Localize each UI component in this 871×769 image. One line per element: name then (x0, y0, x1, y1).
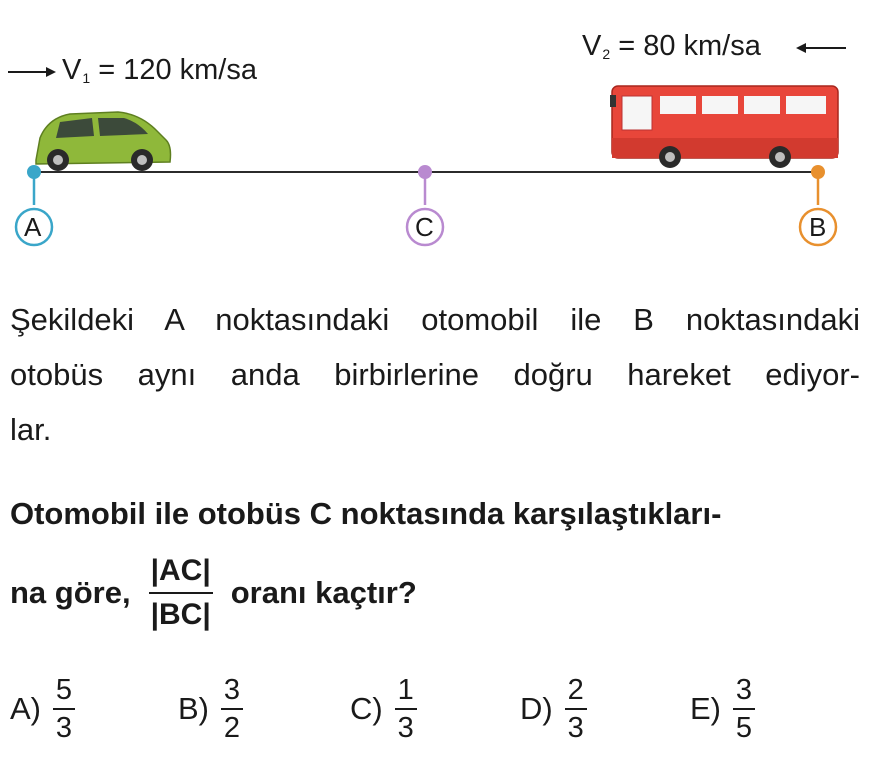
ratio-fraction (149, 554, 213, 632)
car-velocity-value: = 120 km/sa (98, 54, 257, 86)
option-d-numerator: 2 (567, 674, 584, 706)
bus-velocity-subscript: 2 (602, 46, 611, 62)
ratio-fraction-bar (149, 592, 213, 594)
option-e-fraction (733, 675, 755, 743)
car-icon (36, 112, 171, 171)
answer-options (10, 675, 860, 755)
option-c-fraction (395, 675, 417, 743)
paragraph-line-2: otobüs aynı anda birbirlerine doğru hareket ediyor- (10, 357, 860, 392)
option-a-letter: A) (10, 691, 41, 726)
problem-paragraph (10, 292, 860, 457)
option-b-fraction (221, 675, 243, 743)
motion-figure (0, 0, 871, 270)
option-c-bar (395, 708, 417, 710)
option-a-bar (53, 708, 75, 710)
option-b-bar (221, 708, 243, 710)
option-d-fraction (565, 675, 587, 743)
option-d-bar (565, 708, 587, 710)
option-a-fraction (53, 675, 75, 743)
question-line-2 (10, 548, 860, 638)
option-b-numerator: 3 (223, 674, 241, 706)
option-e-letter: E) (690, 691, 721, 726)
option-e-bar (733, 708, 755, 710)
question-prefix: na göre, (10, 575, 131, 610)
bus-direction-arrow-icon (796, 43, 846, 53)
point-c-label: C (415, 212, 434, 242)
option-b-denominator: 2 (223, 712, 241, 744)
option-d-denominator: 3 (567, 712, 584, 744)
option-a[interactable] (10, 675, 75, 743)
option-b[interactable] (178, 675, 243, 743)
paragraph-line-3: lar. (10, 412, 52, 447)
point-b-label: B (809, 212, 827, 242)
option-e-denominator: 5 (735, 712, 753, 744)
bus-icon (610, 86, 838, 168)
car-direction-arrow-icon (8, 67, 56, 77)
question-line-1: Otomobil ile otobüs C noktasında karşılaştıkları- (10, 496, 722, 531)
option-c[interactable] (350, 675, 417, 743)
option-a-numerator: 5 (55, 674, 73, 706)
ratio-numerator: |AC| (150, 554, 211, 587)
bus-velocity-symbol: V (582, 30, 602, 62)
option-a-denominator: 3 (55, 712, 73, 744)
bus-velocity-value: = 80 km/sa (618, 30, 761, 62)
option-d[interactable] (520, 675, 587, 743)
option-e-numerator: 3 (735, 674, 753, 706)
option-e[interactable] (690, 675, 755, 743)
question-suffix: oranı kaçtır? (230, 575, 417, 610)
car-velocity-subscript: 1 (82, 70, 91, 86)
option-d-letter: D) (520, 691, 553, 726)
car-velocity-symbol: V (62, 54, 82, 86)
option-c-letter: C) (350, 691, 383, 726)
point-a-label: A (24, 212, 42, 242)
bus-velocity-label (582, 30, 761, 63)
option-c-numerator: 1 (397, 674, 414, 706)
option-c-denominator: 3 (397, 712, 414, 744)
car-velocity-label (62, 54, 257, 87)
paragraph-line-1: Şekildeki A noktasındaki otomobil ile B noktasındaki (10, 302, 860, 337)
ratio-denominator: |BC| (150, 598, 211, 631)
option-b-letter: B) (178, 691, 209, 726)
